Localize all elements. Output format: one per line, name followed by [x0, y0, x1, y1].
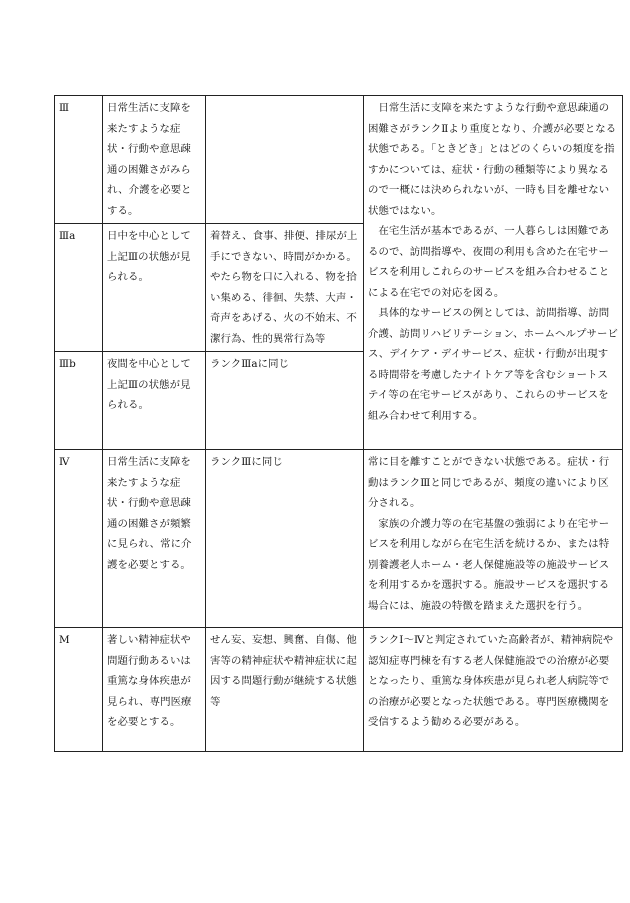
note-paragraph: 日常生活に支障を来たすような行動や意思疎通の困難さがランクⅡより重度となり、介護が必要となる状態である。「ときどき」とはどのくらいの頻度を指すかについては、症状・行動の種類等により異なるので一概には決められないが、一時も目を離せない状態ではない。: [368, 102, 617, 217]
examples-cell: [206, 96, 364, 224]
rank-cell: M: [55, 628, 103, 752]
table-row-rank-3: [55, 96, 623, 224]
notes-cell: [364, 96, 623, 450]
note-paragraph: 常に目を離すことができない状態である。症状・行動はランクⅢと同じであるが、頻度の違いにより区分される。: [368, 456, 610, 509]
criteria-cell: 著しい精神症状や問題行動あるいは重篤な身体疾患が見られ、専門医療を必要とする。: [103, 628, 206, 752]
notes-cell: [364, 628, 623, 752]
examples-cell: ランクⅢaに同じ: [206, 352, 364, 450]
rank-cell: Ⅲ: [55, 96, 103, 224]
note-paragraph: 在宅生活が基本であるが、一人暮らしは困難であるので、訪問指導や、夜間の利用も含めた在宅サービスを利用しこれらのサービスを組み合わせることによる在宅での対応を図る。: [368, 225, 610, 299]
criteria-cell: 夜間を中心として上記Ⅲの状態が見られる。: [103, 352, 206, 450]
examples-cell: せん妄、妄想、興奮、自傷、他害等の精神症状や精神症状に起因する問題行動が継続する状態等: [206, 628, 364, 752]
rank-cell: Ⅳ: [55, 450, 103, 628]
note-paragraph: 具体的なサービスの例としては、訪問指導、訪問介護、訪問リハビリテーション、ホームヘルプサービス、デイケア・デイサービス、症状・行動が出現する時間帯を考慮したナイトケア等を含むショートステイ等の在宅サービスがあり、これらのサービスを組み合わせて利用する。: [368, 307, 619, 422]
dementia-rank-table: [54, 95, 623, 752]
criteria-cell: 日中を中心として上記Ⅲの状態が見られる。: [103, 224, 206, 352]
rank-cell: Ⅲa: [55, 224, 103, 352]
examples-cell: ランクⅢに同じ: [206, 450, 364, 628]
rank-cell: Ⅲb: [55, 352, 103, 450]
examples-cell: 着替え、食事、排便、排尿が上手にできない、時間がかかる。やたら物を口に入れる、物を拾い集める、徘徊、失禁、大声・奇声をあげる、火の不始末、不潔行為、性的異常行為等: [206, 224, 364, 352]
criteria-cell: 日常生活に支障を来たすような症状・行動や意思疎通の困難さがみられ、介護を必要とする。: [103, 96, 206, 224]
table-row-rank-m: [55, 628, 623, 752]
note-paragraph: 家族の介護力等の在宅基盤の強弱により在宅サービスを利用しながら在宅生活を続けるか、または特別養護老人ホーム・老人保健施設等の施設サービスを利用するかを選択する。施設サービスを選択する場合には、施設の特徴を踏まえた選択を行う。: [368, 517, 610, 612]
notes-cell: [364, 450, 623, 628]
note-paragraph: ランクⅠ～Ⅳと判定されていた高齢者が、精神病院や認知症専門棟を有する老人保健施設での治療が必要となったり、重篤な身体疾患が見られ老人病院等での治療が必要となった状態である。専門医療機関を受信するよう勧める必要がある。: [368, 634, 614, 728]
criteria-cell: 日常生活に支障を来たすような症状・行動や意思疎通の困難さが頻繁に見られ、常に介護を必要とする。: [103, 450, 206, 628]
table-row-rank-4: [55, 450, 623, 628]
